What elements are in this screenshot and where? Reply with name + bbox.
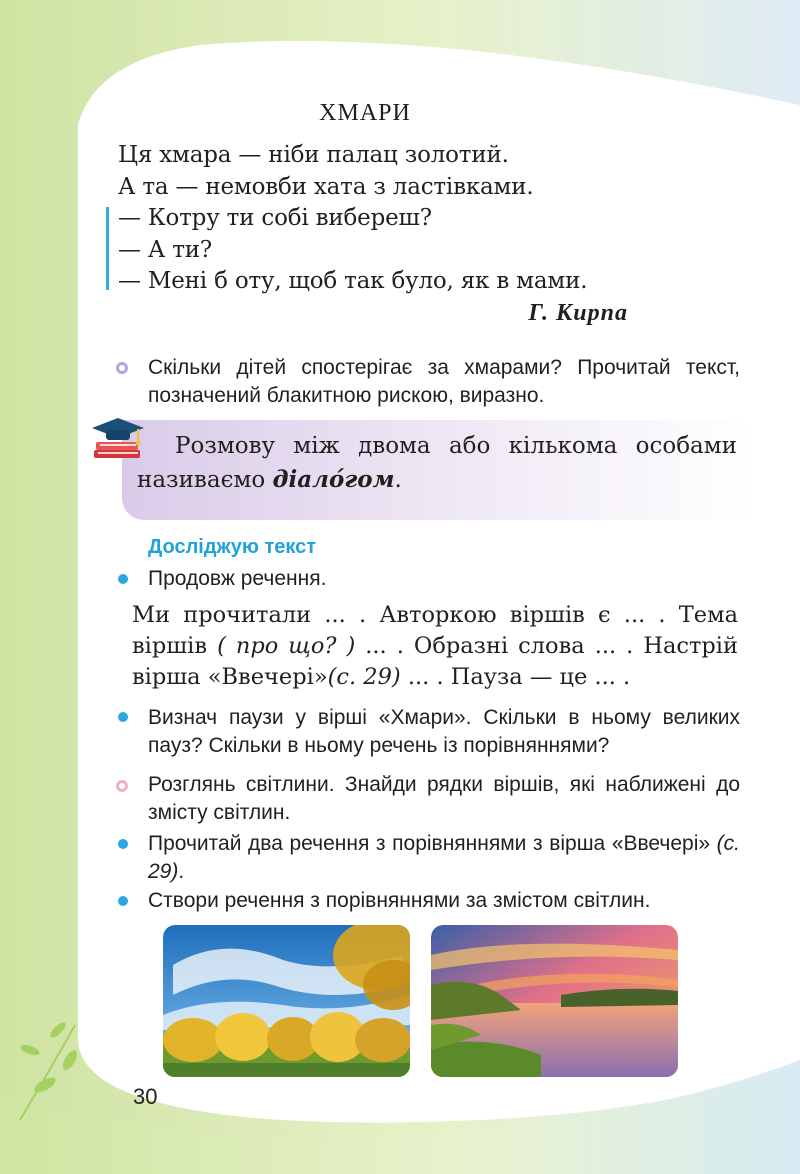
task-text: Прочитай два речення з порівняннями з вірша «Ввечері» — [148, 832, 711, 855]
task-pauses: Визнач паузи у вірші «Хмари». Скільки в ньому великих пауз? Скільки в ньому речень із порівняннями? — [148, 706, 740, 757]
dialogue-marker-bar — [106, 207, 109, 290]
poem-line: А та — немовби хата з ластівками. — [118, 173, 534, 200]
autumn-sky-photo — [163, 925, 410, 1077]
paragraph-text: ... . Пауза — це ... . — [400, 664, 631, 690]
paragraph-page-ref: (с. 29) — [327, 664, 401, 690]
question-text: Скільки дітей спостерігає за хмарами? Прочитай текст, позначений блакитною рискою, виразно. — [148, 356, 740, 407]
task-page-ref: (с. 29) — [148, 832, 740, 883]
task-photos: Розглянь світлини. Знайди рядки віршів, які наближені до змісту світлин. — [148, 773, 740, 824]
poem-line: — Мені б оту, щоб так було, як в мами. — [118, 268, 588, 294]
poem-line: — Котру ти собі вибереш? — [118, 205, 432, 231]
task-comparisons: Прочитай два речення з порівняннями з вірша «Ввечері» (с. 29). — [148, 832, 740, 883]
paragraph-hint: ( про що? ) — [217, 633, 356, 659]
task-bullet — [118, 712, 128, 722]
question-bullet — [116, 362, 128, 374]
page-number: 30 — [133, 1084, 158, 1109]
poem-line: Ця хмара — ніби палац золотий. — [118, 142, 509, 168]
paragraph-text: Ми прочитали ... . Авторкою віршів є ... . Тема віршів — [132, 602, 738, 659]
fill-in-paragraph — [132, 600, 738, 693]
rule-text: Розмову між двома або кількома особами називаємо — [137, 433, 737, 493]
task-create: Створи речення з порівняннями за змістом світлин. — [148, 889, 651, 912]
task-continue: Продовж речення. — [148, 567, 327, 590]
poem-title: ХМАРИ — [319, 100, 411, 126]
task-bullet — [116, 780, 128, 792]
section-title: Досліджую текст — [148, 536, 317, 558]
rule-definition — [137, 430, 737, 497]
task-bullet — [118, 839, 128, 849]
task-bullet — [118, 574, 128, 584]
poem-line: — А ти? — [118, 236, 213, 263]
poem-author: Г. Кирпа — [528, 300, 628, 326]
sunset-lake-photo — [431, 925, 678, 1077]
poem — [118, 140, 738, 298]
task-bullet — [118, 896, 128, 906]
rule-term: діало́гом — [272, 466, 395, 493]
paragraph-text: ... . Образні слова ... . Настрій вірша «Ввечері» — [132, 633, 738, 690]
rule-end: . — [394, 467, 402, 493]
